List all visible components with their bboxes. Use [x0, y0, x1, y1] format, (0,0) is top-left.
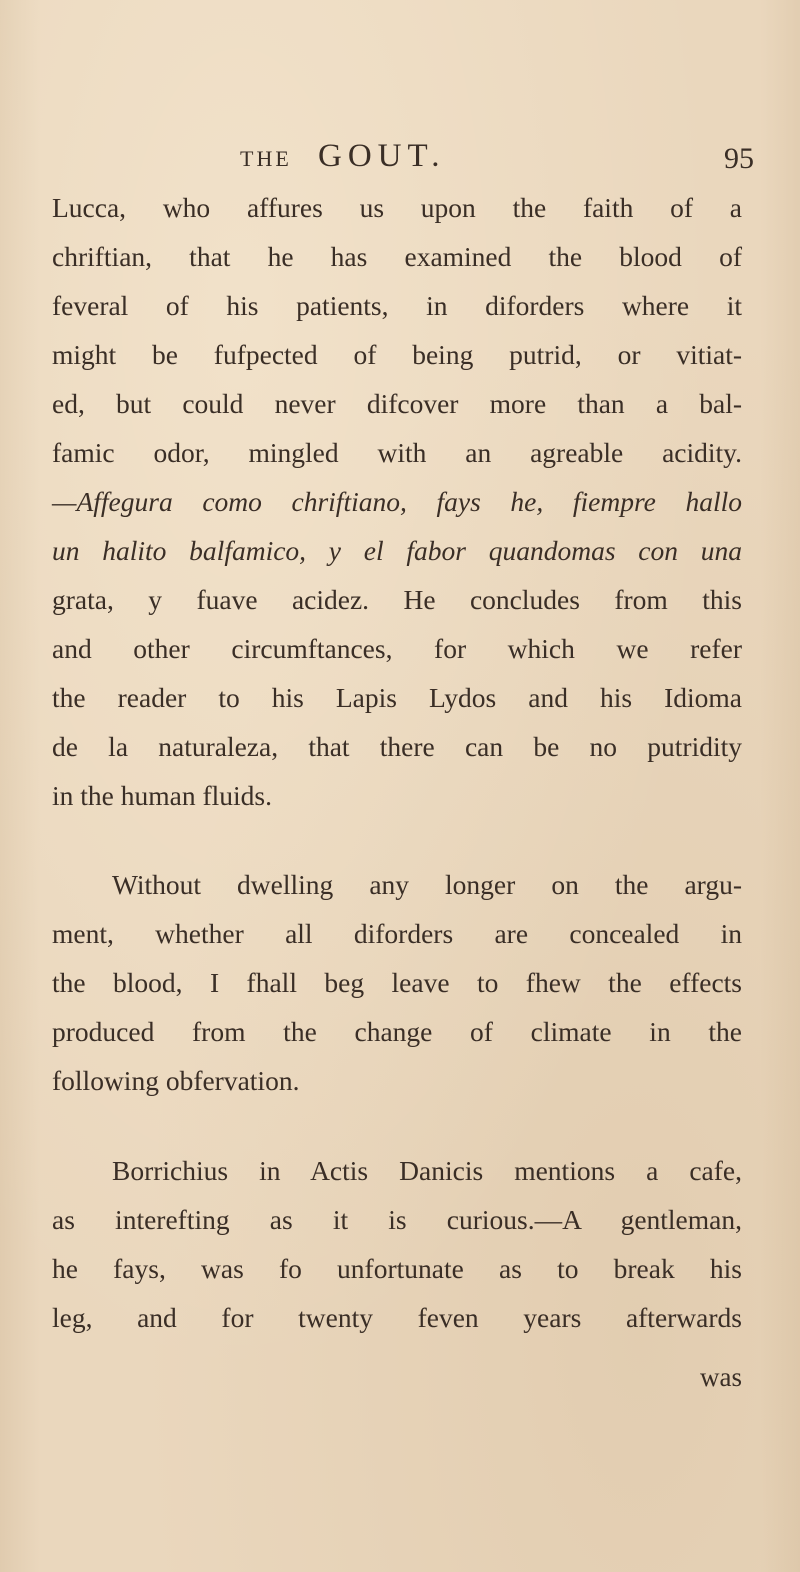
text-line: ment, whether all diforders are concealed in: [52, 918, 742, 949]
text-line: the blood, I fhall beg leave to fhew the effects: [52, 967, 742, 998]
page-number: 95: [724, 142, 754, 175]
text-line: and other circumftances, for which we refer: [52, 633, 742, 664]
text-line: the reader to his Lapis Lydos and his Idioma: [52, 682, 742, 713]
text-line: Lucca, who affures us upon the faith of a: [52, 192, 742, 223]
running-head-prefix: THE: [240, 146, 292, 171]
running-head-title: GOUT.: [318, 138, 446, 174]
running-head: [0, 138, 800, 182]
text-line: grata, y fuave acidez. He concludes from this: [52, 584, 742, 615]
text-line: might be fufpected of being putrid, or vitiat-: [52, 339, 742, 370]
text-line: chriftian, that he has examined the blood of: [52, 241, 742, 272]
text-line: he fays, was fo unfortunate as to break his: [52, 1253, 742, 1284]
text-line: ed, but could never difcover more than a bal-: [52, 388, 742, 419]
text-line: Borrichius in Actis Danicis mentions a cafe,: [112, 1155, 742, 1186]
text-line: as interefting as it is curious.—A gentleman,: [52, 1204, 742, 1235]
text-line: de la naturaleza, that there can be no putridity: [52, 731, 742, 762]
text-line: Without dwelling any longer on the argu-: [112, 869, 742, 900]
text-line: —Affegura como chriftiano, fays he, fiempre hallo: [52, 486, 742, 517]
text-line: produced from the change of climate in the: [52, 1016, 742, 1047]
catchword: was: [700, 1362, 742, 1392]
text-line: in the human fluids.: [52, 780, 272, 811]
text-line: following obfervation.: [52, 1065, 300, 1096]
text-line: leg, and for twenty feven years afterwards: [52, 1302, 742, 1333]
text-line: un halito balfamico, y el fabor quandomas con una: [52, 535, 742, 566]
text-line: feveral of his patients, in diforders where it: [52, 290, 742, 321]
text-line: famic odor, mingled with an agreable acidity.: [52, 437, 742, 468]
